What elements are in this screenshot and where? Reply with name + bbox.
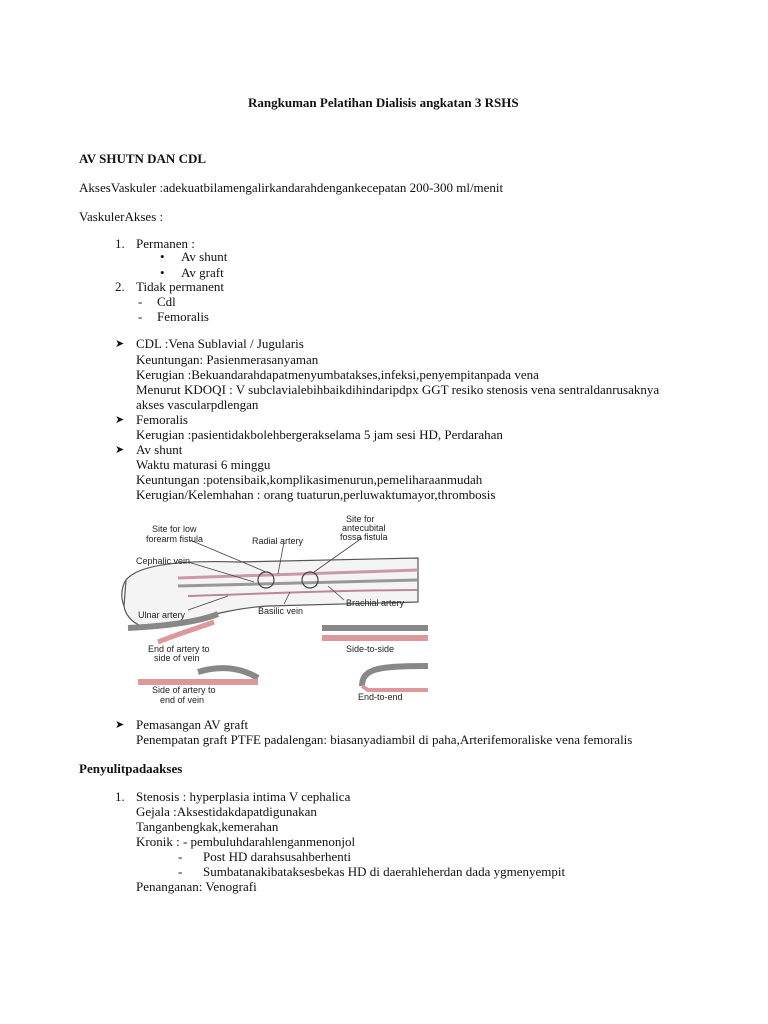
bullet-icon: •: [160, 249, 165, 264]
cdl-line: Keuntungan: Pasienmerasanyaman: [136, 352, 319, 367]
stenosis-dash-line: Post HD darahsusahberhenti: [203, 849, 352, 864]
avgraft-line: Penempatan graft PTFE padalengan: biasanyadiambil di paha,Arterifemoraliske vena femoralis: [136, 732, 633, 747]
side-to-end-vein-sketch: [198, 668, 258, 678]
radial-artery-label: Radial artery: [252, 536, 304, 546]
site-ante-label: fossa fistula: [340, 532, 388, 542]
arrow-bullet-icon: ➤: [115, 719, 125, 731]
dash-marker: -: [178, 849, 183, 864]
side-end-label: Side of artery to: [152, 685, 216, 695]
avshunt-line: Kerugian/Kelemhahan : orang tuaturun,perluwaktumayor,thrombosis: [136, 487, 496, 502]
section-heading-av-shunt: AV SHUTN DAN CDL: [79, 151, 207, 166]
section-heading-penyulit: Penyulitpadaakses: [79, 761, 183, 776]
dash-marker: -: [138, 294, 143, 309]
arrow-bullet-icon: ➤: [115, 444, 125, 456]
end-to-end-vein-sketch: [362, 666, 428, 686]
cdl-line: akses vascularpdlengan: [136, 397, 259, 412]
femoralis-title: Femoralis: [136, 412, 188, 427]
end-end-label: End-to-end: [358, 692, 403, 702]
femoralis-line: Kerugian :pasientidakbolehbergerakselama 5 jam sesi HD, Perdarahan: [136, 427, 503, 442]
document-title: Rangkuman Pelatihan Dialisis angkatan 3 RSHS: [248, 95, 519, 110]
stenosis-line: Gejala :Aksestidakdapatdigunakan: [136, 804, 317, 819]
end-to-end-artery-sketch: [362, 686, 428, 690]
list-number: 1.: [115, 236, 125, 251]
avshunt-line: Keuntungan :potensibaik,komplikasimenurun,pemeliharaanmudah: [136, 472, 483, 487]
avgraft-title: Pemasangan AV graft: [136, 717, 249, 732]
stenosis-line: Kronik : - pembuluhdarahlenganmenonjol: [136, 834, 356, 849]
arrow-bullet-icon: ➤: [115, 414, 125, 426]
site-low-label: forearm fistula: [146, 534, 204, 544]
stenosis-line: Tanganbengkak,kemerahan: [136, 819, 279, 834]
cdl-line: Kerugian :Bekuandarahdapatmenyumbatakses,infeksi,penyempitanpada vena: [136, 367, 539, 382]
list-item-tidak-permanent: Tidak permanent: [136, 279, 224, 294]
cdl-line: Menurut KDOQI : V subclavialebihbaikdihindaripdpx GGT resiko stenosis vena sentraldanrusaknya: [136, 382, 660, 397]
cephalic-vein-label: Cephalic vein: [136, 556, 191, 566]
avshunt-line: Waktu maturasi 6 minggu: [136, 457, 271, 472]
dash-marker: -: [138, 309, 143, 324]
site-low-label: Site for low: [152, 524, 197, 534]
dash-marker: -: [178, 864, 183, 879]
list-subitem: Av graft: [181, 265, 224, 280]
site-ante-label: Site for: [346, 514, 375, 524]
list-number: 2.: [115, 279, 125, 294]
list-number: 1.: [115, 789, 125, 804]
end-side-label: End of artery to: [148, 644, 210, 654]
side-side-label: Side-to-side: [346, 644, 395, 654]
list-subitem: Femoralis: [157, 309, 209, 324]
akses-vaskuler-text: AksesVaskuler :adekuatbilamengalirkandarahdengankecepatan 200-300 ml/menit: [79, 180, 504, 195]
vaskuler-akses-text: VaskulerAkses :: [79, 209, 164, 224]
bullet-icon: •: [160, 265, 165, 280]
arrow-bullet-icon: ➤: [115, 338, 125, 350]
ulnar-artery-label: Ulnar artery: [138, 610, 186, 620]
list-subitem: Av shunt: [181, 249, 228, 264]
stenosis-dash-line: Sumbatanakibataksesbekas HD di daerahleherdan dada ygmenyempit: [203, 864, 566, 879]
end-side-label: side of vein: [154, 653, 200, 663]
penanganan-line: Penanganan: Venografi: [136, 879, 257, 894]
site-ante-label: antecubital: [342, 523, 386, 533]
av-fistula-diagram: [118, 510, 458, 710]
cdl-title: CDL :Vena Sublavial / Jugularis: [136, 336, 304, 351]
list-subitem: Cdl: [157, 294, 176, 309]
brachial-artery-label: Brachial artery: [346, 598, 405, 608]
side-end-label: end of vein: [160, 695, 205, 705]
stenosis-item: Stenosis : hyperplasia intima V cephalica: [136, 789, 351, 804]
list-item-permanen: Permanen :: [136, 236, 195, 251]
avshunt-title: Av shunt: [136, 442, 183, 457]
basilic-vein-label: Basilic vein: [258, 606, 304, 616]
